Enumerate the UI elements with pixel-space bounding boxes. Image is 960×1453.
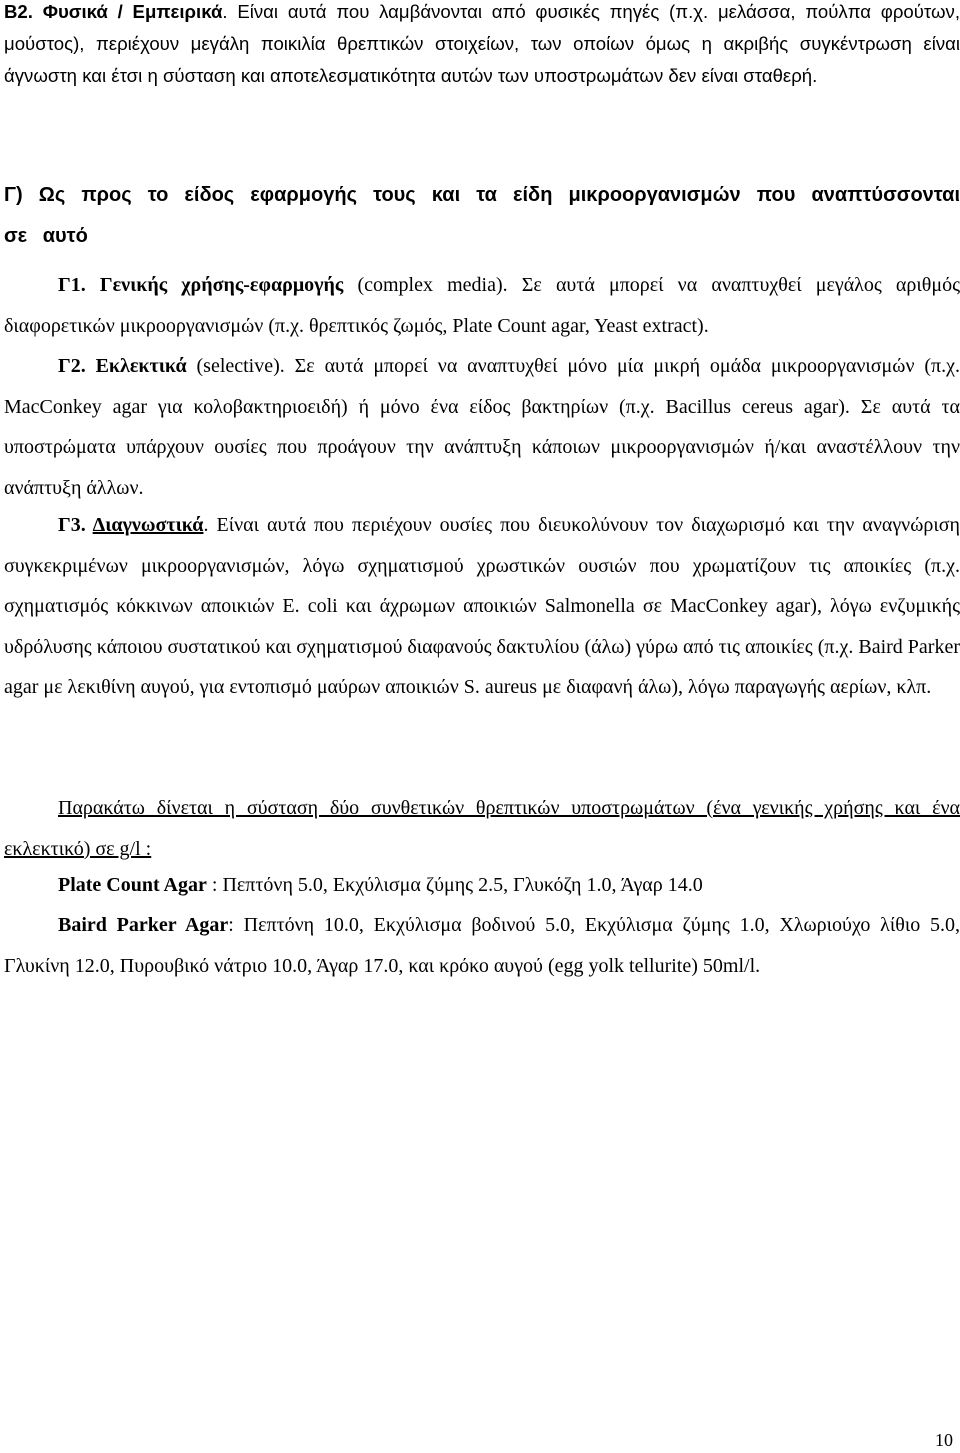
composition-intro <box>4 788 960 869</box>
composition-intro-text: Παρακάτω δίνεται η σύσταση δύο συνθετικών θρεπτικών υποστρωμάτων (ένα γενικής χρήσης και ένα εκλεκτικό) σε g/l : <box>4 797 960 860</box>
b2-text: . Είναι αυτά που λαμβάνονται από φυσικές πηγές (π.χ. μελάσσα, πούλπα φρούτων, μούστος), περιέχουν μεγάλη ποικιλία θρεπτικών στοιχείων, των οποίων όμως η ακριβής συγκέντρωση είναι άγνωστη και έτσι η σύσταση και αποτελεσματικότητα αυτών των υποστρωμάτων δεν είναι σταθερή. <box>4 1 960 86</box>
plate-count-composition: : Πεπτόνη 5.0, Εκχύλισμα ζύμης 2.5, Γλυκόζη 1.0, Άγαρ 14.0 <box>206 874 703 896</box>
g3-label-prefix: Γ3. <box>58 514 93 536</box>
baird-parker-agar-paragraph <box>4 905 960 986</box>
g3-text: . Είναι αυτά που περιέχουν ουσίες που διευκολύνουν τον διαχωρισμό και την αναγνώριση συγκεκριμένων μικροοργανισμών, λόγω σχηματισμού χρωστικών ουσιών που χρωματίζουν τις αποικίες (π.χ. σχηματισμός κόκκινων αποικιών E. coli και άχρωμων αποικιών Salmonella σε MacConkey agar), λόγω ενζυμικής υδρόλυσης κάποιου συστατικού και σχηματισμού διαφανούς δακτυλίου (άλω) γύρω από τις αποικίες (π.χ. Baird Parker agar με λεκιθίνη αυγού, για εντοπισμό μαύρων αποικιών S. aureus με διαφανή άλω), λόγω παραγωγής αερίων, κλπ. <box>4 514 960 698</box>
paragraph-g1 <box>4 265 960 346</box>
page-number: 10 <box>935 1430 953 1450</box>
plate-count-agar-line <box>4 865 960 906</box>
paragraph-g3 <box>4 505 960 708</box>
g1-text: (complex media). Σε αυτά μπορεί να αναπτυχθεί μεγάλος αριθμός διαφορετικών μικροοργανισμών (π.χ. θρεπτικός ζωμός, Plate Count agar, Yeast extract). <box>4 274 960 337</box>
section-heading: Γ) Ως προς το είδος εφαρμογής τους και τα είδη μικροοργανισμών που αναπτύσσονται σε αυτό <box>4 184 960 247</box>
baird-parker-name: Baird Parker Agar <box>58 914 229 936</box>
g2-label: Γ2. Εκλεκτικά <box>58 355 187 377</box>
paragraph-b2 <box>4 0 960 92</box>
plate-count-name: Plate Count Agar <box>58 874 207 896</box>
baird-parker-composition: : Πεπτόνη 10.0, Εκχύλισμα βοδινού 5.0, Εκχύλισμα ζύμης 1.0, Χλωριούχο λίθιο 5.0, Γλυκίνη 12.0, Πυρουβικό νάτριο 10.0, Άγαρ 17.0, και κρόκο αυγού (egg yolk tellurite) 50ml/l. <box>4 914 960 977</box>
g3-label: Διαγνωστικά <box>92 514 204 536</box>
paragraph-g2 <box>4 346 960 508</box>
g1-label: Γ1. Γενικής χρήσης-εφαρμογής <box>58 274 344 296</box>
b2-label: Β2. Φυσικά / Εμπειρικά <box>4 1 223 22</box>
g2-text: (selective). Σε αυτά μπορεί να αναπτυχθεί μόνο μία μικρή ομάδα μικροοργανισμών (π.χ. MacConkey agar για κολοβακτηριοειδή) ή μόνο ένα είδος βακτηρίων (π.χ. Bacillus cereus agar). Σε αυτά τα υποστρώματα υπάρχουν ουσίες που προάγουν την ανάπτυξη κάποιων μικροοργανισμών ή/και αναστέλλουν την ανάπτυξη άλλων. <box>4 355 960 499</box>
